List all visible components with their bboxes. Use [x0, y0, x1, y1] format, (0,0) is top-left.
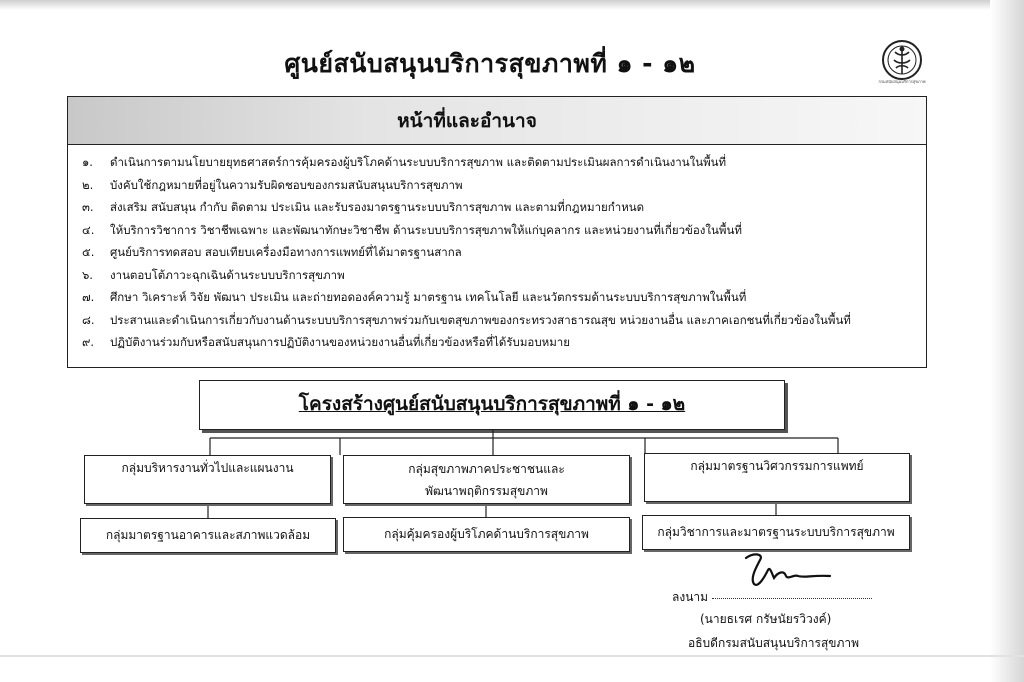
org-box-medical-engineering — [644, 453, 910, 502]
handwritten-signature — [738, 548, 838, 592]
duty-text: บังคับใช้กฎหมายที่อยู่ในความรับผิดชอบของกรมสนับสนุนบริการสุขภาพ — [110, 177, 463, 192]
page-title: ศูนย์สนับสนุนบริการสุขภาพที่ ๑ - ๑๒ — [284, 49, 696, 78]
duties-panel — [67, 96, 927, 368]
signature-line — [712, 598, 872, 599]
org-box-label: กลุ่มสุขภาพภาคประชาชนและ — [408, 462, 565, 476]
duties-heading: หน้าที่และอำนาจ — [68, 97, 926, 145]
duty-text: ปฏิบัติงานร่วมกับหรือสนับสนุนการปฏิบัติงานของหน่วยงานอื่นที่เกี่ยวข้องหรือที่ได้รับมอบหมาย — [110, 335, 570, 349]
signer-position: อธิบดีกรมสนับสนุนบริการสุขภาพ — [688, 636, 860, 650]
duty-number: ๘. — [82, 312, 95, 327]
org-box-label: กลุ่มมาตรฐานวิศวกรรมการแพทย์ — [690, 459, 864, 473]
duty-number: ๓. — [82, 200, 94, 214]
org-box-consumer-protection — [343, 517, 630, 552]
structure-title-box — [199, 380, 785, 430]
department-logo-icon — [880, 38, 924, 84]
structure-title: โครงสร้างศูนย์สนับสนุนบริการสุขภาพที่ ๑ - ๑๒ — [298, 393, 686, 415]
list-item — [82, 241, 926, 264]
list-item — [82, 174, 926, 197]
org-box-public-health — [343, 455, 630, 504]
duty-text: ดำเนินการตามนโยบายยุทธศาสตร์การคุ้มครองผู้บริโภคด้านระบบบริการสุขภาพ และติดตามประเมินผลการดำเนินงานในพื้นที่ — [110, 155, 727, 169]
logo-caption: กรมสนับสนุนบริการสุขภาพ — [878, 80, 926, 84]
org-box-academic-standards — [642, 515, 910, 550]
org-box-general-admin — [84, 455, 331, 504]
duty-text: ส่งเสริม สนับสนุน กำกับ ติดตาม ประเมิน และรับรองมาตรฐานระบบบริการสุขภาพ และตามที่กฎหมายกำหนด — [110, 200, 645, 214]
org-box-label: กลุ่มคุ้มครองผู้บริโภคด้านบริการสุขภาพ — [384, 527, 589, 541]
list-item — [82, 309, 926, 332]
duty-number: ๖. — [82, 267, 93, 282]
org-box-label: กลุ่มวิชาการและมาตรฐานระบบบริการสุขภาพ — [657, 525, 895, 539]
signature-label: ลงนาม — [672, 590, 709, 604]
list-item — [82, 219, 926, 242]
duty-text: งานตอบโต้ภาวะฉุกเฉินด้านระบบบริการสุขภาพ — [110, 267, 345, 282]
list-item — [82, 151, 926, 174]
duty-text: ศึกษา วิเคราะห์ วิจัย พัฒนา ประเมิน และถ่ายทอดองค์ความรู้ มาตรฐาน เทคโนโลยี และนวัตกรรมด้านระบบบริการสุขภาพในพื้นที่ — [110, 290, 747, 304]
duty-text: ประสานและดำเนินการเกี่ยวกับงานด้านระบบบริการสุขภาพร่วมกับเขตสุขภาพของกระทรวงสาธารณสุข หน่วยงานอื่น และภาคเอกชนที่เกี่ยวข้องในพื้นที่ — [110, 312, 851, 327]
duty-text: ให้บริการวิชาการ วิชาชีพเฉพาะ และพัฒนาทักษะวิชาชีพ ด้านระบบบริการสุขภาพให้แก่บุคลากร และหน่วยงานที่เกี่ยวข้องในพื้นที่ — [110, 222, 742, 237]
duty-number: ๒. — [82, 177, 94, 192]
duty-text: ศูนย์บริการทดสอบ สอบเทียบเครื่องมือทางการแพทย์ที่ได้มาตรฐานสากล — [110, 245, 462, 259]
duty-number: ๔. — [82, 222, 95, 237]
org-box-label-line2: พัฒนาพฤติกรรมสุขภาพ — [425, 484, 548, 498]
list-item — [82, 196, 926, 219]
org-box-building-environment — [80, 518, 336, 553]
org-box-label: กลุ่มบริหารงานทั่วไปและแผนงาน — [121, 461, 294, 475]
page-crease — [0, 655, 1024, 657]
org-box-label: กลุ่มมาตรฐานอาคารและสภาพแวดล้อม — [105, 528, 311, 542]
list-item — [82, 286, 926, 309]
duty-number: ๙. — [82, 335, 95, 349]
list-item — [82, 331, 926, 354]
duty-number: ๕. — [82, 245, 95, 259]
page-right-edge — [990, 0, 1024, 682]
list-item — [82, 264, 926, 287]
duties-list — [68, 145, 926, 354]
duty-number: ๗. — [82, 290, 95, 304]
signer-name: (นายธเรศ กรัษนัยรวิวงค์) — [700, 612, 832, 626]
duty-number: ๑. — [82, 155, 93, 169]
page-top-edge — [0, 0, 1024, 10]
